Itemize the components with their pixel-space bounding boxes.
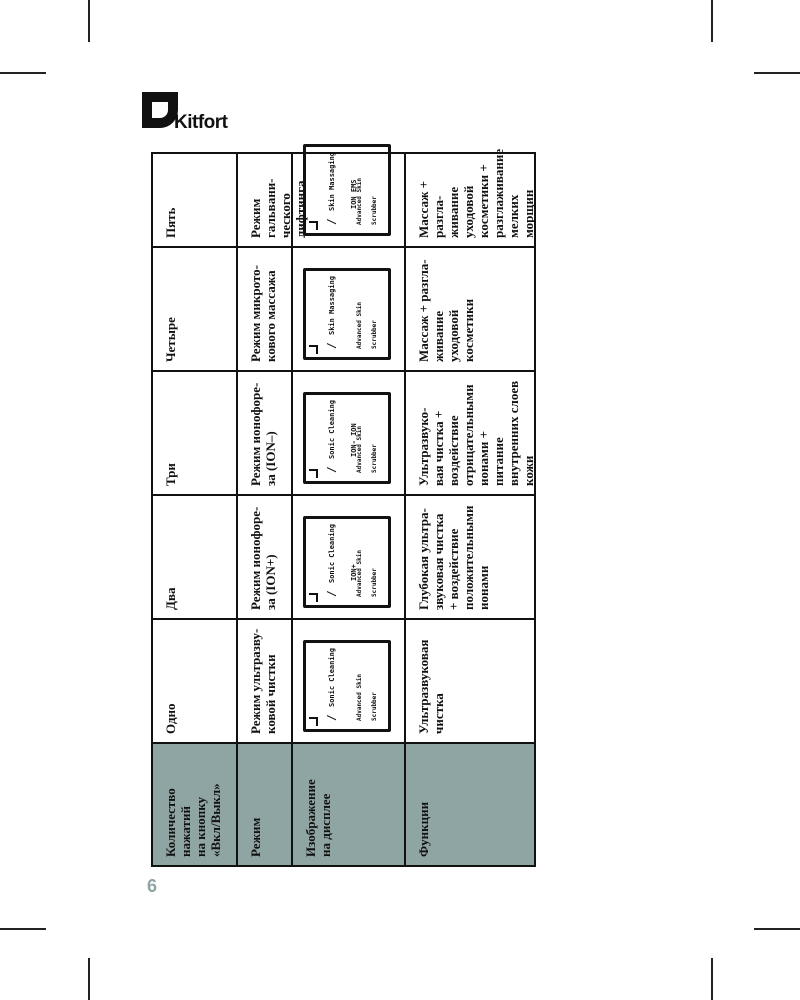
- crop-mark: [754, 928, 800, 930]
- crop-mark: [711, 958, 713, 1000]
- display-image-cell: [293, 151, 406, 246]
- crop-mark: [0, 928, 46, 930]
- display-screen: [303, 392, 391, 484]
- wand-icon: ∕: [325, 342, 338, 349]
- crop-mark: [754, 72, 800, 74]
- display-image-cell: [293, 246, 406, 370]
- wand-icon: ∕: [325, 714, 338, 721]
- crop-mark: [711, 0, 713, 42]
- row-header: Режим: [238, 742, 293, 865]
- screen-footer: Advanced Skin Scrubber: [356, 674, 378, 721]
- presses-cell: Три: [153, 370, 238, 494]
- display-screen: [303, 516, 391, 608]
- screen-title: Skin Massaging: [328, 151, 336, 211]
- screen-corner-icon: [309, 345, 318, 354]
- modes-table-wrapper: [151, 148, 536, 867]
- screen-footer: Advanced Skin Scrubber: [356, 550, 378, 597]
- screen-values: ION+: [350, 564, 358, 581]
- screen-title: Sonic Cleaning: [328, 399, 336, 459]
- row-header: Функции: [406, 742, 534, 865]
- brand-name: Kitfort: [174, 112, 228, 133]
- screen-footer: Advanced Skin Scrubber: [356, 302, 378, 349]
- screen-footer: Advanced Skin Scrubber: [356, 178, 378, 225]
- screen-values: ION EMS: [350, 179, 358, 209]
- presses-cell: Одно: [153, 618, 238, 742]
- presses-cell: Четыре: [153, 246, 238, 370]
- display-screen: [303, 268, 391, 360]
- crop-mark: [88, 958, 90, 1000]
- display-screen: [303, 144, 391, 236]
- mode-cell: Режим гальвани- ческого лифтинга: [238, 154, 293, 246]
- row-header: Изображение на дисплее: [293, 742, 406, 865]
- display-image-cell: [293, 494, 406, 618]
- modes-table: [151, 148, 536, 867]
- display-image-cell: [293, 618, 406, 742]
- wand-icon: ∕: [325, 466, 338, 473]
- function-cell: Ультразвуко- вая чистка + воздействие отрицательными ионами + питание внутренних слоев кожи: [406, 370, 534, 494]
- kitfort-logo-icon: [142, 92, 178, 128]
- mode-cell: Режим микрото- кового массажа: [238, 246, 293, 370]
- display-screen: [303, 640, 391, 732]
- screen-title: Sonic Cleaning: [328, 647, 336, 707]
- function-cell: Массаж + разгла- живание уходовой косметики + разглаживание мелких морщин: [416, 148, 536, 238]
- display-image-cell: [293, 370, 406, 494]
- crop-mark: [88, 0, 90, 42]
- screen-footer: Advanced Skin Scrubber: [356, 426, 378, 473]
- wand-icon: ∕: [325, 218, 338, 225]
- mode-cell: Режим ультразву- ковой чистки: [238, 618, 293, 742]
- mode-cell: Режим ионофоре- за (ION+): [238, 494, 293, 618]
- screen-corner-icon: [309, 717, 318, 726]
- presses-cell: Два: [153, 494, 238, 618]
- screen-corner-icon: [309, 593, 318, 602]
- screen-corner-icon: [309, 221, 318, 230]
- row-header: Количество нажатий на кнопку «Вкл/Выкл»: [153, 742, 238, 865]
- function-cell: Ультразвуковая чистка: [406, 618, 534, 742]
- screen-corner-icon: [309, 469, 318, 478]
- mode-cell: Режим ионофоре- за (ION–): [238, 370, 293, 494]
- crop-mark: [0, 72, 46, 74]
- presses-cell: Пять: [153, 154, 238, 246]
- wand-icon: ∕: [325, 590, 338, 597]
- screen-values: ION- ION: [350, 423, 358, 457]
- screen-title: Skin Massaging: [328, 275, 336, 335]
- screen-title: Sonic Cleaning: [328, 523, 336, 583]
- page-number: 6: [147, 876, 158, 896]
- brand-logo: [142, 92, 252, 132]
- function-cell: Массаж + разгла- живание уходовой косметики: [406, 246, 534, 370]
- function-cell: Глубокая ультра- звуковая чистка + воздействие положительными ионами: [406, 494, 534, 618]
